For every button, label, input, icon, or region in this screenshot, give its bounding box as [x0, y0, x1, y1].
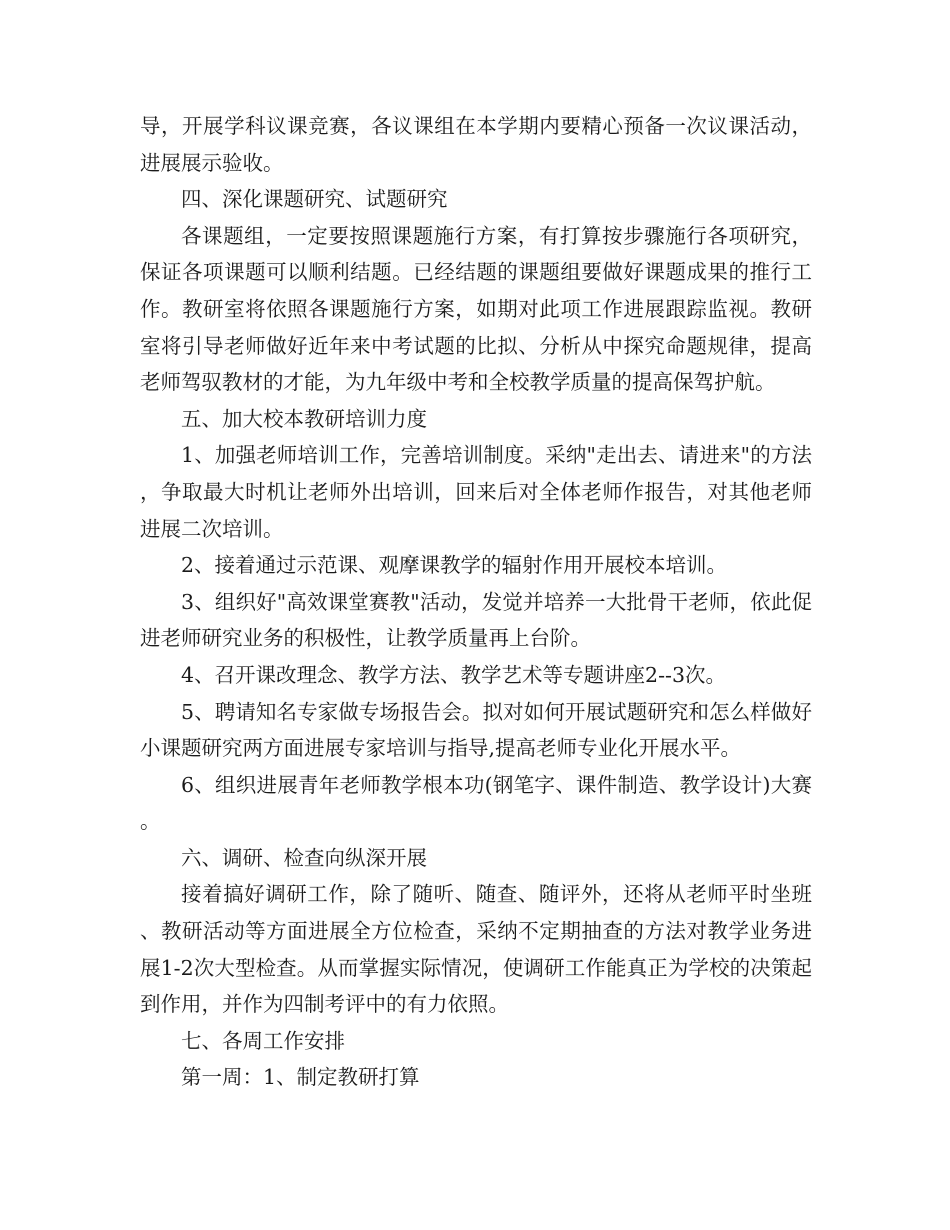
section-heading-6: 六、调研、检查向纵深开展 [181, 845, 427, 870]
list-item-6: 6、组织进展青年老师教学根本功(钢笔字、课件制造、教学设计)大赛。 [140, 772, 812, 834]
list-item-1: 1、加强老师培训工作，完善培训制度。采纳"走出去、请进来"的方法，争取最大时机让老师外出培训，回来后对全体老师作报告，对其他老师进展二次培训。 [140, 443, 812, 541]
section-heading-5: 五、加大校本教研培训力度 [181, 406, 427, 431]
section-heading-7: 七、各周工作安排 [181, 1028, 345, 1053]
section-heading-4: 四、深化课题研究、试题研究 [181, 187, 448, 212]
list-item-5: 5、聘请知名专家做专场报告会。拟对如何开展试题研究和怎么样做好小课题研究两方面进展专家培训与指导,提高老师专业化开展水平。 [140, 699, 812, 761]
list-item-2: 2、接着通过示范课、观摩课教学的辐射作用开展校本培训。 [181, 553, 728, 578]
list-item-3: 3、组织好"高效课堂赛教"活动，发觉并培养一大批骨干老师，依此促进老师研究业务的积极性，让教学质量再上台阶。 [140, 589, 812, 651]
paragraph-continuation: 导，开展学科议课竞赛，各议课组在本学期内要精心预备一次议课活动，进展展示验收。 [140, 114, 812, 175]
list-item-4: 4、召开课改理念、教学方法、教学艺术等专题讲座2--3次。 [181, 662, 726, 687]
document-body [140, 108, 812, 1096]
week-one-item: 第一周：1、制定教研打算 [181, 1065, 420, 1090]
paragraph-research: 各课题组，一定要按照课题施行方案，有打算按步骤施行各项研究，保证各项课题可以顺利结题。已经结题的课题组要做好课题成果的推行工作。教研室将依照各课题施行方案，如期对此项工作进展跟踪监视。教研室将引导老师做好近年来中考试题的比拟、分析从中探究命题规律，提高老师驾驭教材的才能，为九年级中考和全校教学质量的提高保驾护航。 [140, 223, 812, 395]
paragraph-inspection: 接着搞好调研工作，除了随听、随查、随评外，还将从老师平时坐班、教研活动等方面进展全方位检查，采纳不定期抽查的方法对教学业务进展1-2次大型检查。从而掌握实际情况，使调研工作能真正为学校的决策起到作用，并作为四制考评中的有力依照。 [140, 882, 812, 1017]
